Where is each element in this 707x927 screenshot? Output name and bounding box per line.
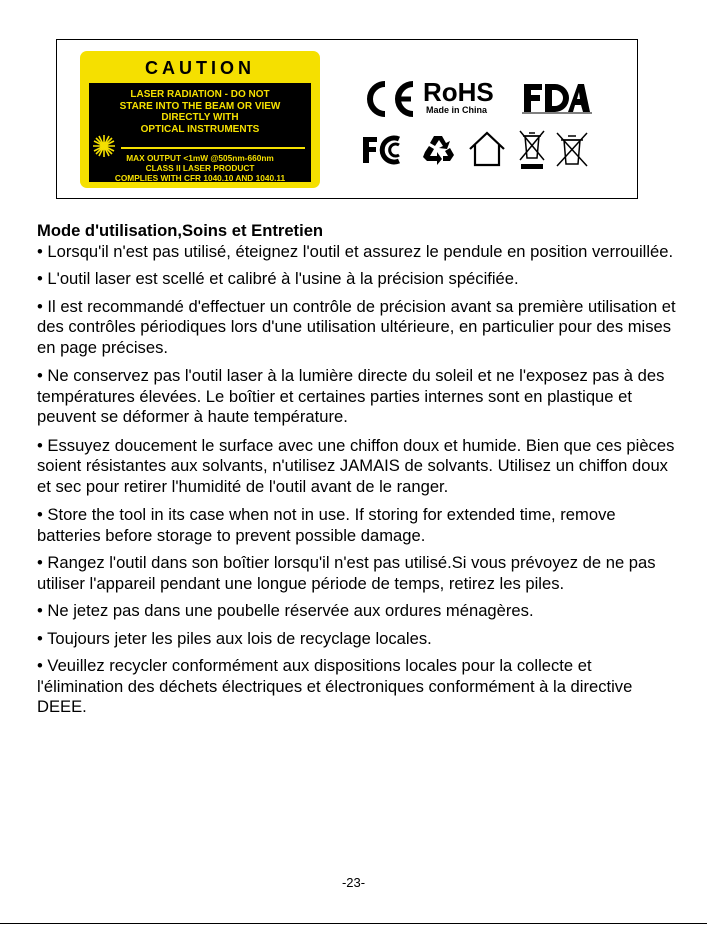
caution-title: CAUTION <box>145 58 255 78</box>
warning-line: OPTICAL INSTRUMENTS <box>140 123 260 135</box>
recycle-icon <box>419 132 457 168</box>
warning-line: DIRECTLY WITH <box>161 112 239 123</box>
instruction-paragraph: • Toujours jeter les piles aux lois de recyclage locales. <box>37 628 432 648</box>
instruction-paragraph: • L'outil laser est scellé et calibré à l'usine à la précision spécifiée. <box>37 269 519 288</box>
fcc-logo-icon <box>361 135 407 165</box>
indoor-use-icon <box>467 130 507 168</box>
spec-line: MAX OUTPUT <1mW @505nm-660nm <box>126 153 274 163</box>
warning-line: STARE INTO THE BEAM OR VIEW <box>119 100 281 112</box>
instruction-paragraph: • Ne conservez pas l'outil laser à la lumière directe du soleil et ne l'exposez pas à des températures élevées. Le boîtier et certaines parties internes sont en plastique et peuvent se déformer à haute température. <box>37 366 665 426</box>
rohs-made-in-china: Made in China <box>426 105 488 115</box>
spec-line: CLASS II LASER PRODUCT <box>145 163 255 173</box>
laser-beam-line <box>121 147 305 149</box>
caution-warning-panel <box>89 83 311 182</box>
certification-marks <box>357 77 607 175</box>
rohs-mark: RoHS <box>423 77 494 107</box>
ce-mark-icon <box>361 80 417 118</box>
section-heading: Mode d'utilisation,Soins et Entretien <box>37 221 324 240</box>
instruction-paragraph: • Store the tool in its case when not in use. If storing for extended time, remove batteries before storage to prevent possible damage. <box>37 505 616 545</box>
spec-text <box>89 153 311 183</box>
page-number: -23- <box>341 875 366 890</box>
warning-line: LASER RADIATION - DO NOT <box>130 89 270 100</box>
fda-logo-icon <box>522 82 592 114</box>
compliance-label-box <box>56 39 638 199</box>
instruction-paragraph: • Rangez l'outil dans son boîtier lorsqu'il n'est pas utilisé.Si vous prévoyez de ne pas utiliser l'appareil pendant une longue période de temps, retirez les piles. <box>37 553 656 593</box>
instruction-paragraph: • Ne jetez pas dans une poubelle réservée aux ordures ménagères. <box>37 601 534 620</box>
spec-line: COMPLIES WITH CFR 1040.10 AND 1040.11 <box>114 173 286 183</box>
warning-text <box>89 89 311 135</box>
maintenance-instructions <box>37 221 677 718</box>
instruction-paragraph: • Il est recommandé d'effectuer un contrôle de précision avant sa première utilisation et des contrôles périodiques lors d'une utilisation ultérieure, en particulier pour des mises en page précises. <box>37 296 676 357</box>
caution-label <box>80 51 320 188</box>
crossed-bin-bar-icon <box>517 128 547 170</box>
instruction-paragraph: • Veuillez recycler conformément aux dispositions locales pour la collecte et l'élimination des déchets électriques et électroniques conformément à la directive DEEE. <box>37 656 633 716</box>
page-bottom-border <box>0 923 707 924</box>
instruction-paragraph: • Essuyez doucement le surface avec une chiffon doux et humide. Bien que ces pièces soient résistantes aux solvants, n'utilisez JAMAIS de solvants. Utilisez un chiffon doux et sec pour retirer l'humidité de l'outil avant de le ranger. <box>37 435 675 496</box>
instruction-paragraph: • Lorsqu'il n'est pas utilisé, éteignez l'outil et assurez le pendule en position verrouillée. <box>37 241 674 261</box>
crossed-bin-icon <box>553 130 591 168</box>
